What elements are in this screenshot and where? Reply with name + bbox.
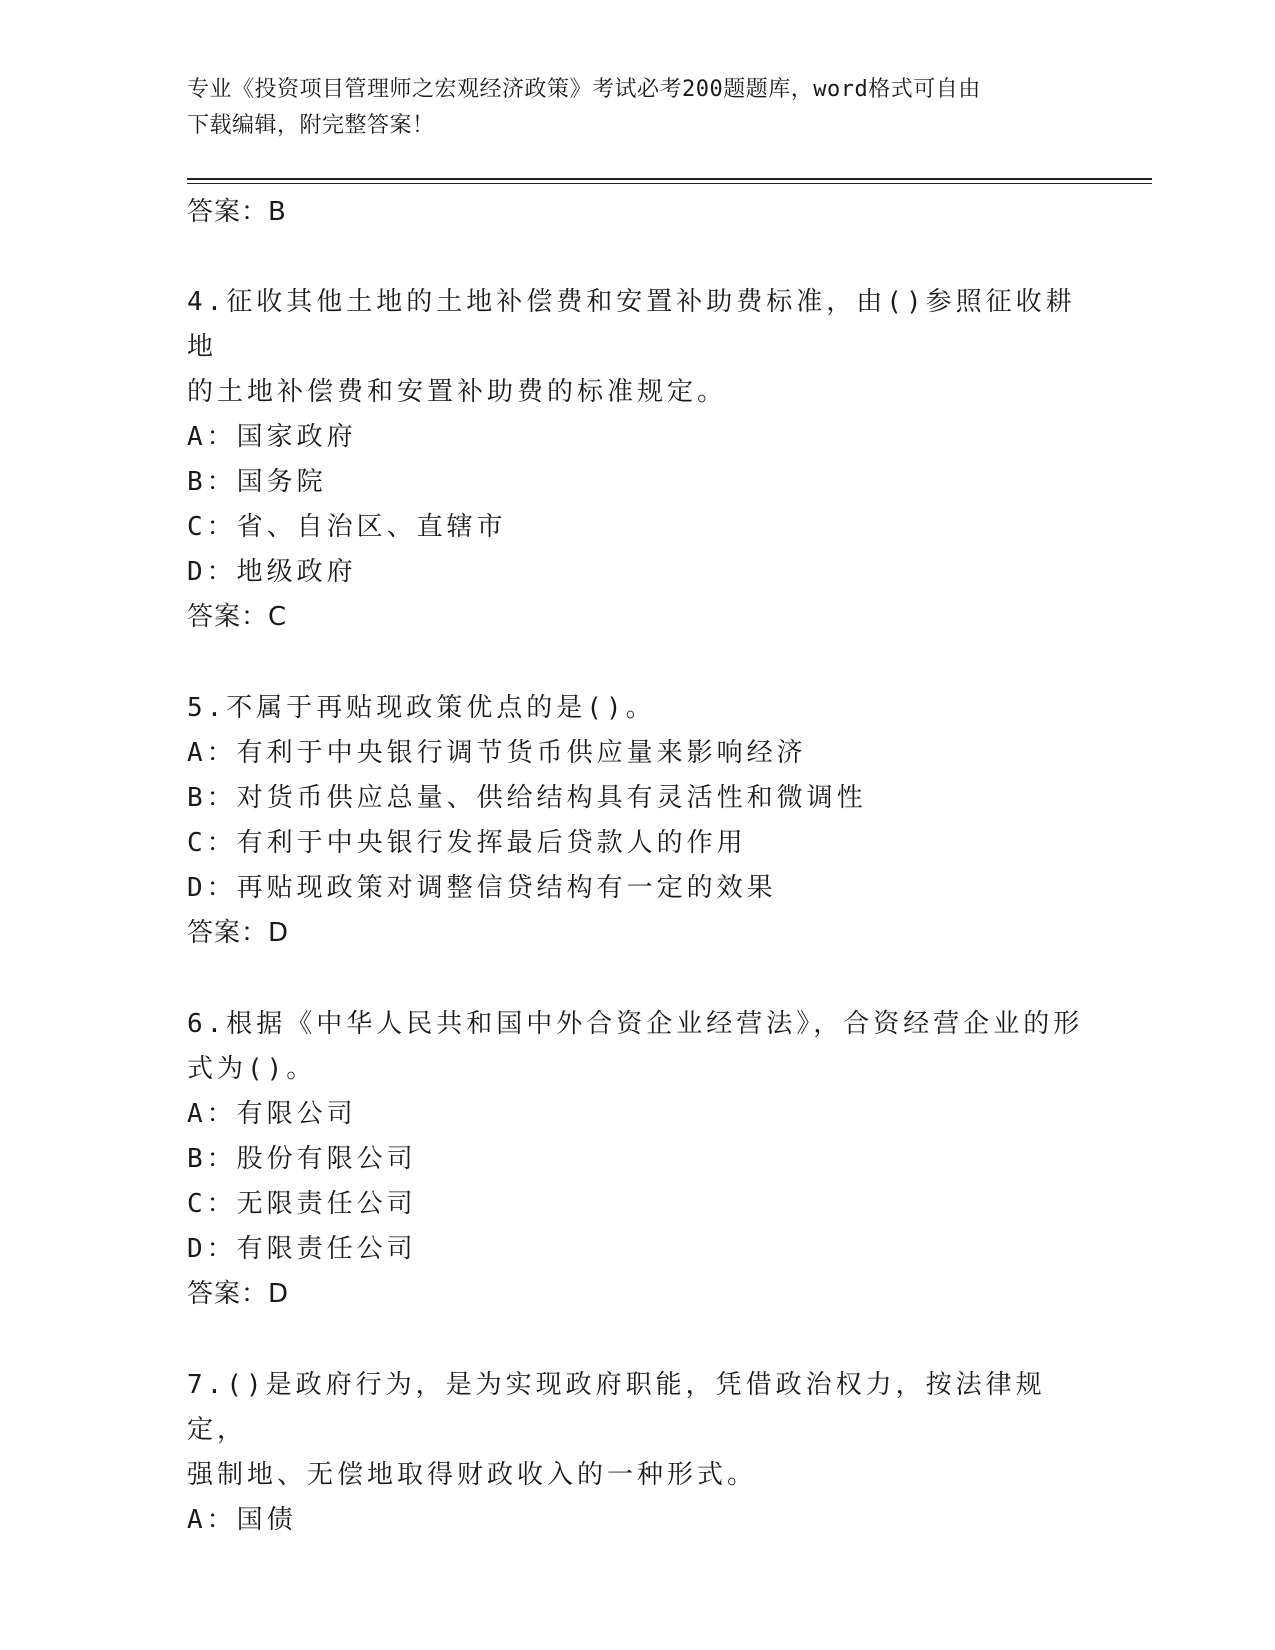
document-header bbox=[187, 72, 1067, 144]
question-block bbox=[187, 280, 1087, 640]
option-a: A：国债 bbox=[187, 1505, 297, 1535]
option-a: A：有限公司 bbox=[187, 1099, 357, 1129]
question-stem-line: 5.不属于再贴现政策优点的是()。 bbox=[187, 693, 656, 723]
header-divider bbox=[187, 178, 1152, 180]
option-c: C：无限责任公司 bbox=[187, 1189, 417, 1219]
answer-line: 答案：B bbox=[187, 197, 287, 227]
option-a: A：有利于中央银行调节货币供应量来影响经济 bbox=[187, 738, 807, 768]
header-divider-thin bbox=[187, 183, 1152, 184]
answer-line: 答案：D bbox=[187, 1279, 290, 1309]
question-block bbox=[187, 1363, 1087, 1543]
answer-line: 答案：D bbox=[187, 918, 290, 948]
question-block bbox=[187, 686, 1087, 956]
question-block bbox=[187, 1002, 1087, 1317]
option-b: B：对货币供应总量、供给结构具有灵活性和微调性 bbox=[187, 783, 867, 813]
option-a: A：国家政府 bbox=[187, 422, 357, 452]
question-stem-line: 6.根据《中华人民共和国中外合资企业经营法》，合资经营企业的形 bbox=[187, 1009, 1084, 1039]
option-b: B：国务院 bbox=[187, 467, 327, 497]
header-line: 专业《投资项目管理师之宏观经济政策》考试必考200题题库，word格式可自由 bbox=[187, 77, 981, 102]
question-stem-line: 4.征收其他土地的土地补偿费和安置补助费标准，由()参照征收耕地 bbox=[187, 287, 1076, 362]
question-stem-line: 7.()是政府行为，是为实现政府职能，凭借政治权力，按法律规定， bbox=[187, 1370, 1046, 1445]
option-b: B：股份有限公司 bbox=[187, 1144, 417, 1174]
question-stem-line: 的土地补偿费和安置补助费的标准规定。 bbox=[187, 377, 728, 407]
question-stem-line: 强制地、无偿地取得财政收入的一种形式。 bbox=[187, 1460, 758, 1490]
option-c: C：省、自治区、直辖市 bbox=[187, 512, 507, 542]
question-stem-line: 式为()。 bbox=[187, 1054, 317, 1084]
option-c: C：有利于中央银行发挥最后贷款人的作用 bbox=[187, 828, 747, 858]
option-d: D：地级政府 bbox=[187, 557, 357, 587]
option-d: D：有限责任公司 bbox=[187, 1234, 417, 1264]
answer-line: 答案：C bbox=[187, 602, 288, 632]
question-list bbox=[187, 190, 1087, 1543]
header-line: 下载编辑，附完整答案！ bbox=[187, 113, 435, 138]
option-d: D：再贴现政策对调整信贷结构有一定的效果 bbox=[187, 873, 777, 903]
